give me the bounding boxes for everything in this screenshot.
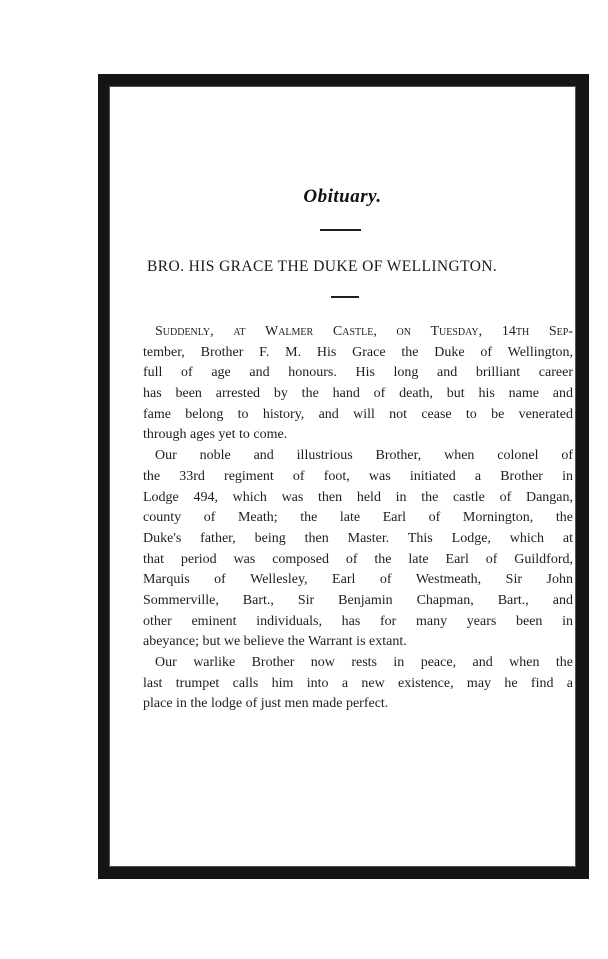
text-line: Marquis of Wellesley, Earl of Westmeath, Sir John bbox=[143, 572, 573, 588]
text-line: abeyance; but we believe the Warrant is extant. bbox=[143, 634, 407, 650]
text-line: last trumpet calls him into a new existence, may he find a bbox=[143, 675, 573, 691]
obituary-title: Obituary. bbox=[303, 186, 382, 207]
text-line: other eminent individuals, has for many years been in bbox=[143, 613, 573, 629]
text-line: has been arrested by the hand of death, but his name and bbox=[143, 386, 573, 402]
text-line: full of age and honours. His long and brilliant career bbox=[143, 365, 573, 381]
page-border-frame bbox=[98, 74, 589, 879]
obituary-heading: BRO. HIS GRACE THE DUKE OF WELLINGTON. bbox=[147, 258, 498, 275]
text-line: Our noble and illustrious Brother, when colonel of bbox=[155, 448, 573, 464]
text-line: the 33rd regiment of foot, was initiated a Brother in bbox=[143, 468, 573, 484]
text-line: fame belong to history, and will not cease to be venerated bbox=[143, 406, 573, 422]
obituary-body bbox=[143, 322, 573, 715]
text-line: that period was composed of the late Earl of Guildford, bbox=[143, 551, 573, 567]
text-line: Duke's father, being then Master. This Lodge, which at bbox=[143, 530, 573, 546]
text-line: tember, Brother F. M. His Grace the Duke of Wellington, bbox=[143, 344, 573, 360]
heading-rule bbox=[331, 296, 359, 298]
text-line: Lodge 494, which was then held in the castle of Dangan, bbox=[143, 489, 573, 505]
text-line: Our warlike Brother now rests in peace, and when the bbox=[155, 655, 573, 670]
text-line: place in the lodge of just men made perfect. bbox=[143, 696, 389, 712]
text-line: Sommerville, Bart., Sir Benjamin Chapman, Bart., and bbox=[143, 592, 573, 608]
text-line: Suddenly, at Walmer Castle, on Tuesday, 14th Sep- bbox=[155, 324, 573, 339]
text-line: county of Meath; the late Earl of Mornington, the bbox=[143, 510, 573, 526]
text-line: through ages yet to come. bbox=[143, 427, 288, 443]
title-rule bbox=[320, 229, 361, 231]
